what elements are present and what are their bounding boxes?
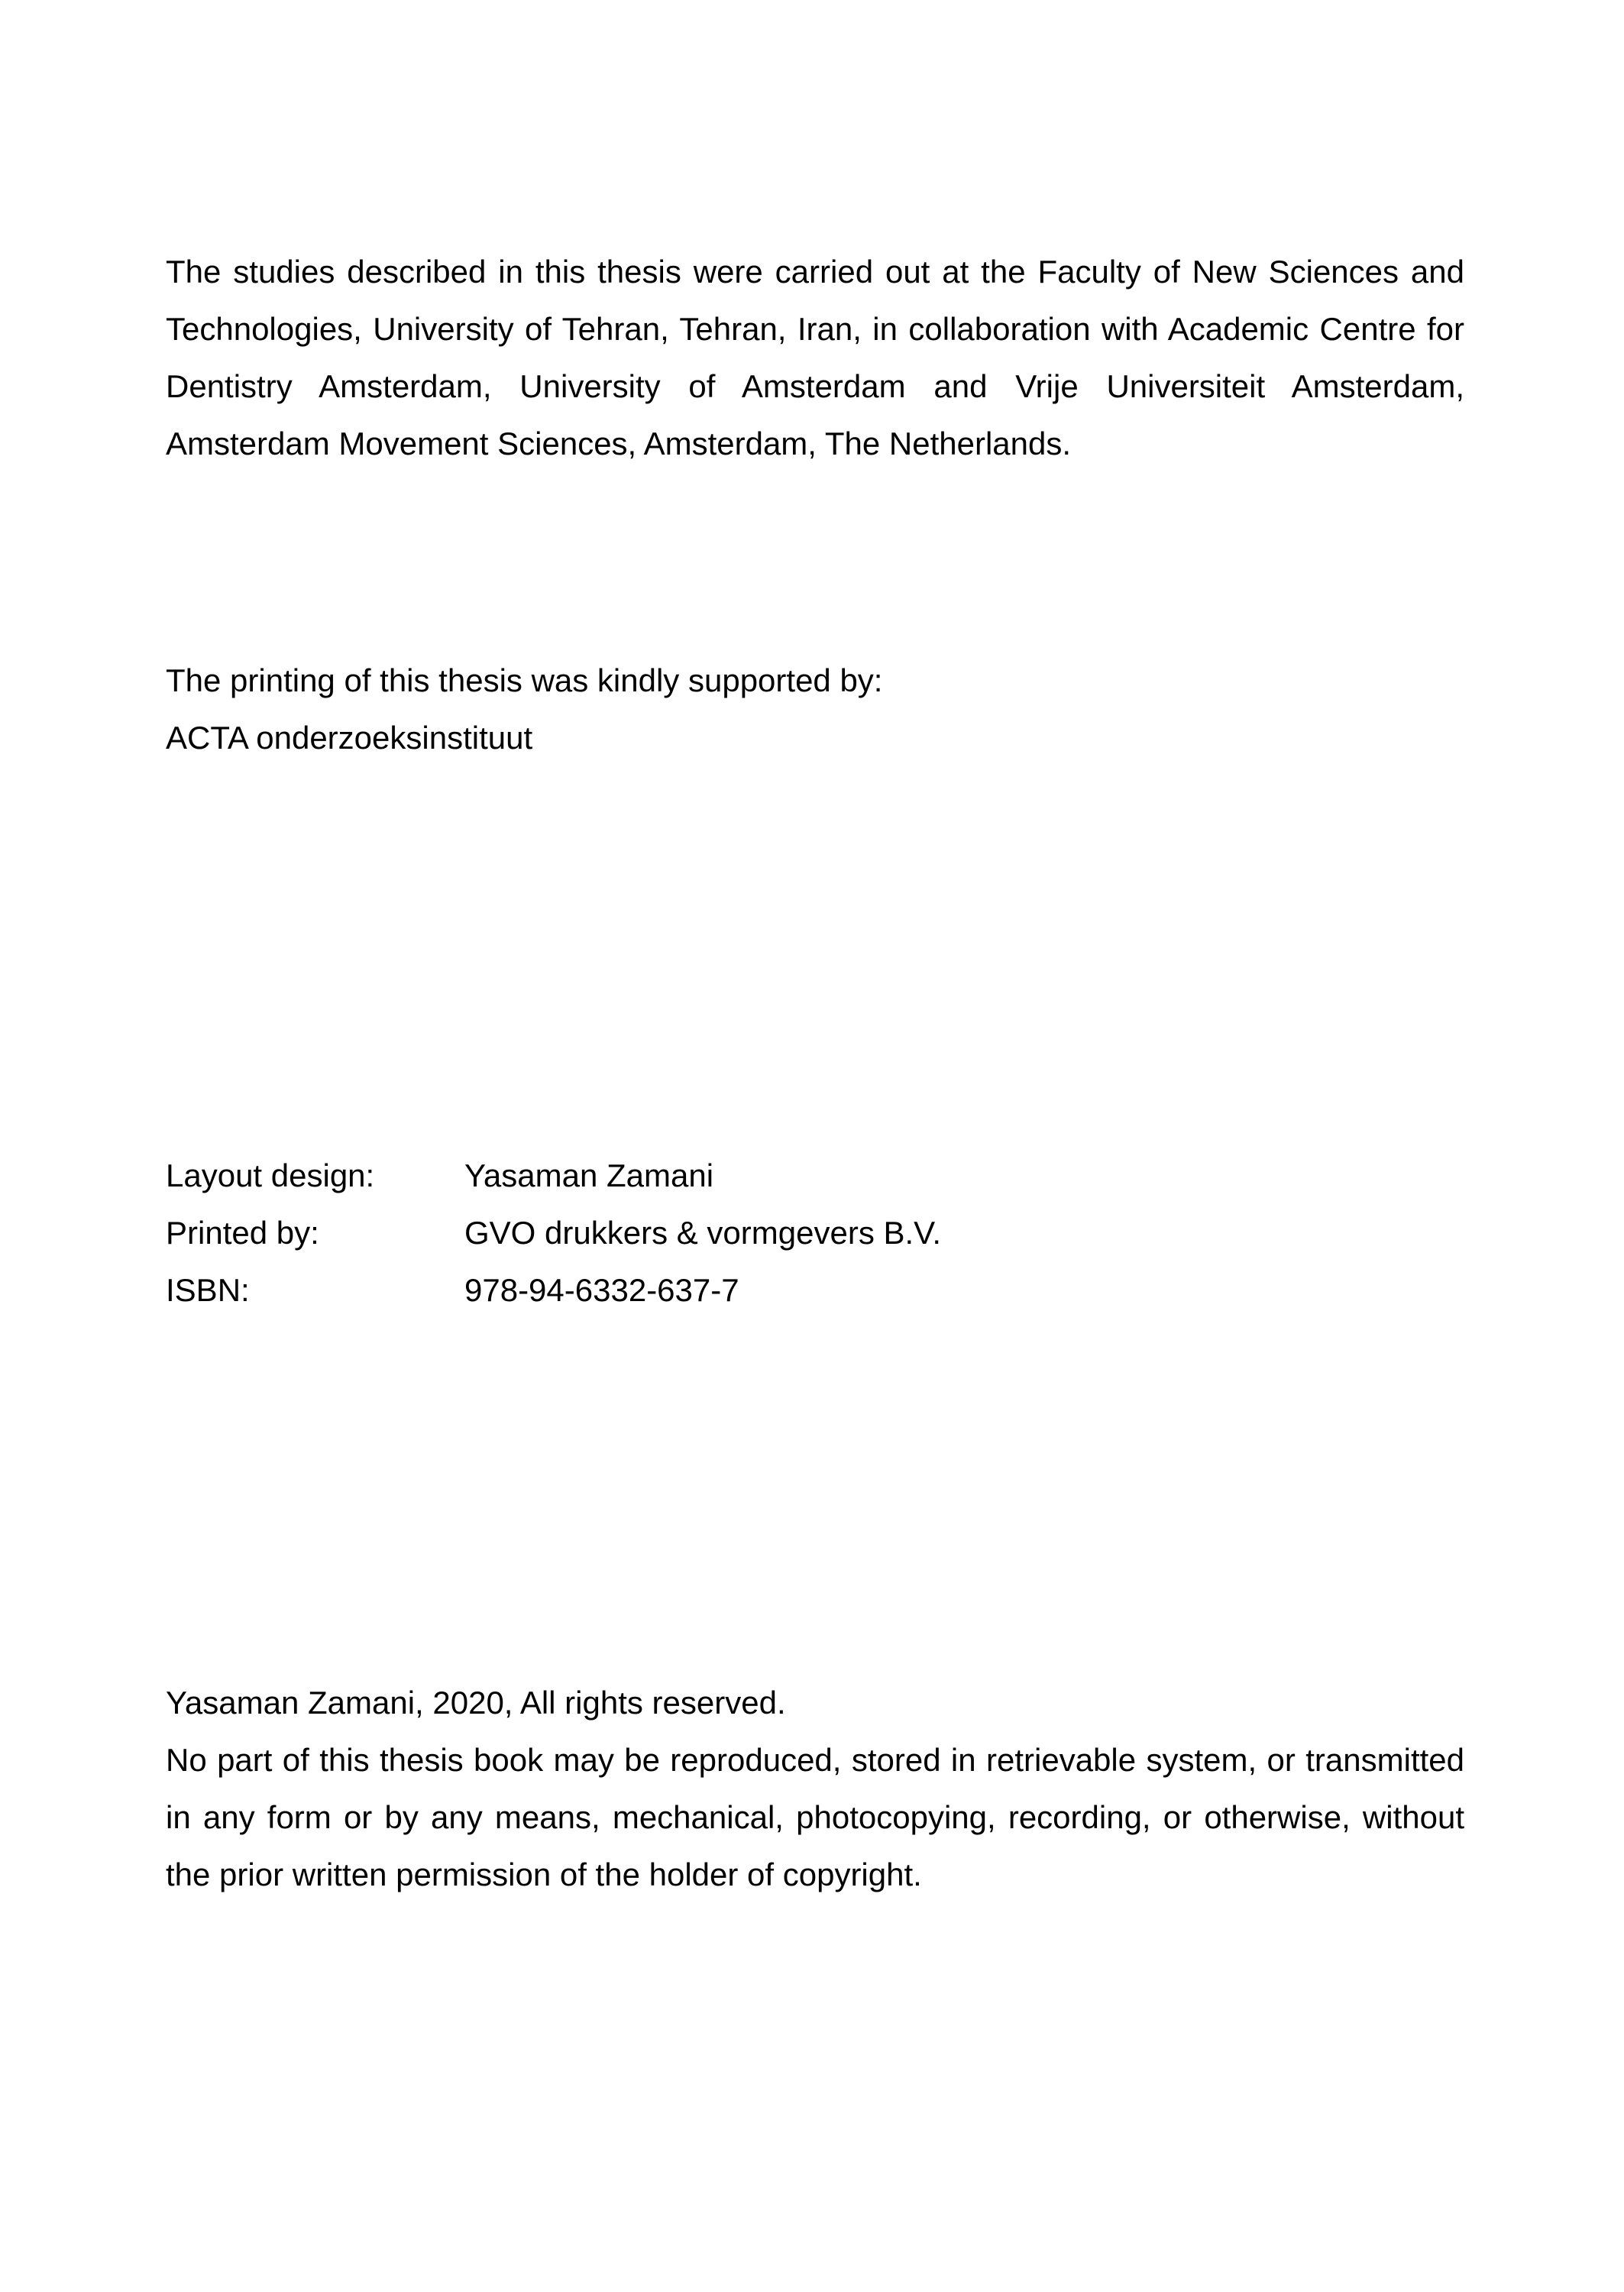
studies-statement: The studies described in this thesis were carried out at the Faculty of New Sciences and Technologies, University of Tehran, Tehran, Iran, in collaboration with Academic Centre for Dentistry Amsterdam, University of Amsterdam and Vrije Universiteit Amsterdam, Amsterdam Movement Sciences, Amsterdam, The Netherlands. bbox=[166, 254, 1464, 461]
colophon-row-layout-design bbox=[166, 1147, 1464, 1204]
printing-support-intro: The printing of this thesis was kindly supported by: bbox=[166, 662, 883, 698]
copyright-block bbox=[166, 1674, 1464, 1903]
colophon-label: Printed by: bbox=[166, 1215, 319, 1251]
colophon-value: Yasaman Zamani bbox=[464, 1157, 714, 1193]
colophon-label: Layout design: bbox=[166, 1157, 375, 1193]
colophon-label: ISBN: bbox=[166, 1272, 250, 1308]
colophon-row-isbn bbox=[166, 1261, 1464, 1319]
colophon-row-printed-by bbox=[166, 1204, 1464, 1261]
colophon-value: 978-94-6332-637-7 bbox=[464, 1272, 739, 1308]
studies-statement-block bbox=[166, 243, 1464, 472]
copyright-statement: No part of this thesis book may be reproduced, stored in retrievable system, or transmitted in any form or by any means, mechanical, photocopying, recording, or otherwise, without the prior written permission of the holder of copyright. bbox=[166, 1742, 1464, 1892]
colophon-value: GVO drukkers & vormgevers B.V. bbox=[464, 1215, 941, 1251]
colophon-details bbox=[166, 1147, 1464, 1319]
copyright-notice: Yasaman Zamani, 2020, All rights reserved. bbox=[166, 1685, 786, 1721]
printing-support-sponsor: ACTA onderzoeksinstituut bbox=[166, 720, 533, 756]
printing-support-block bbox=[166, 652, 1464, 766]
